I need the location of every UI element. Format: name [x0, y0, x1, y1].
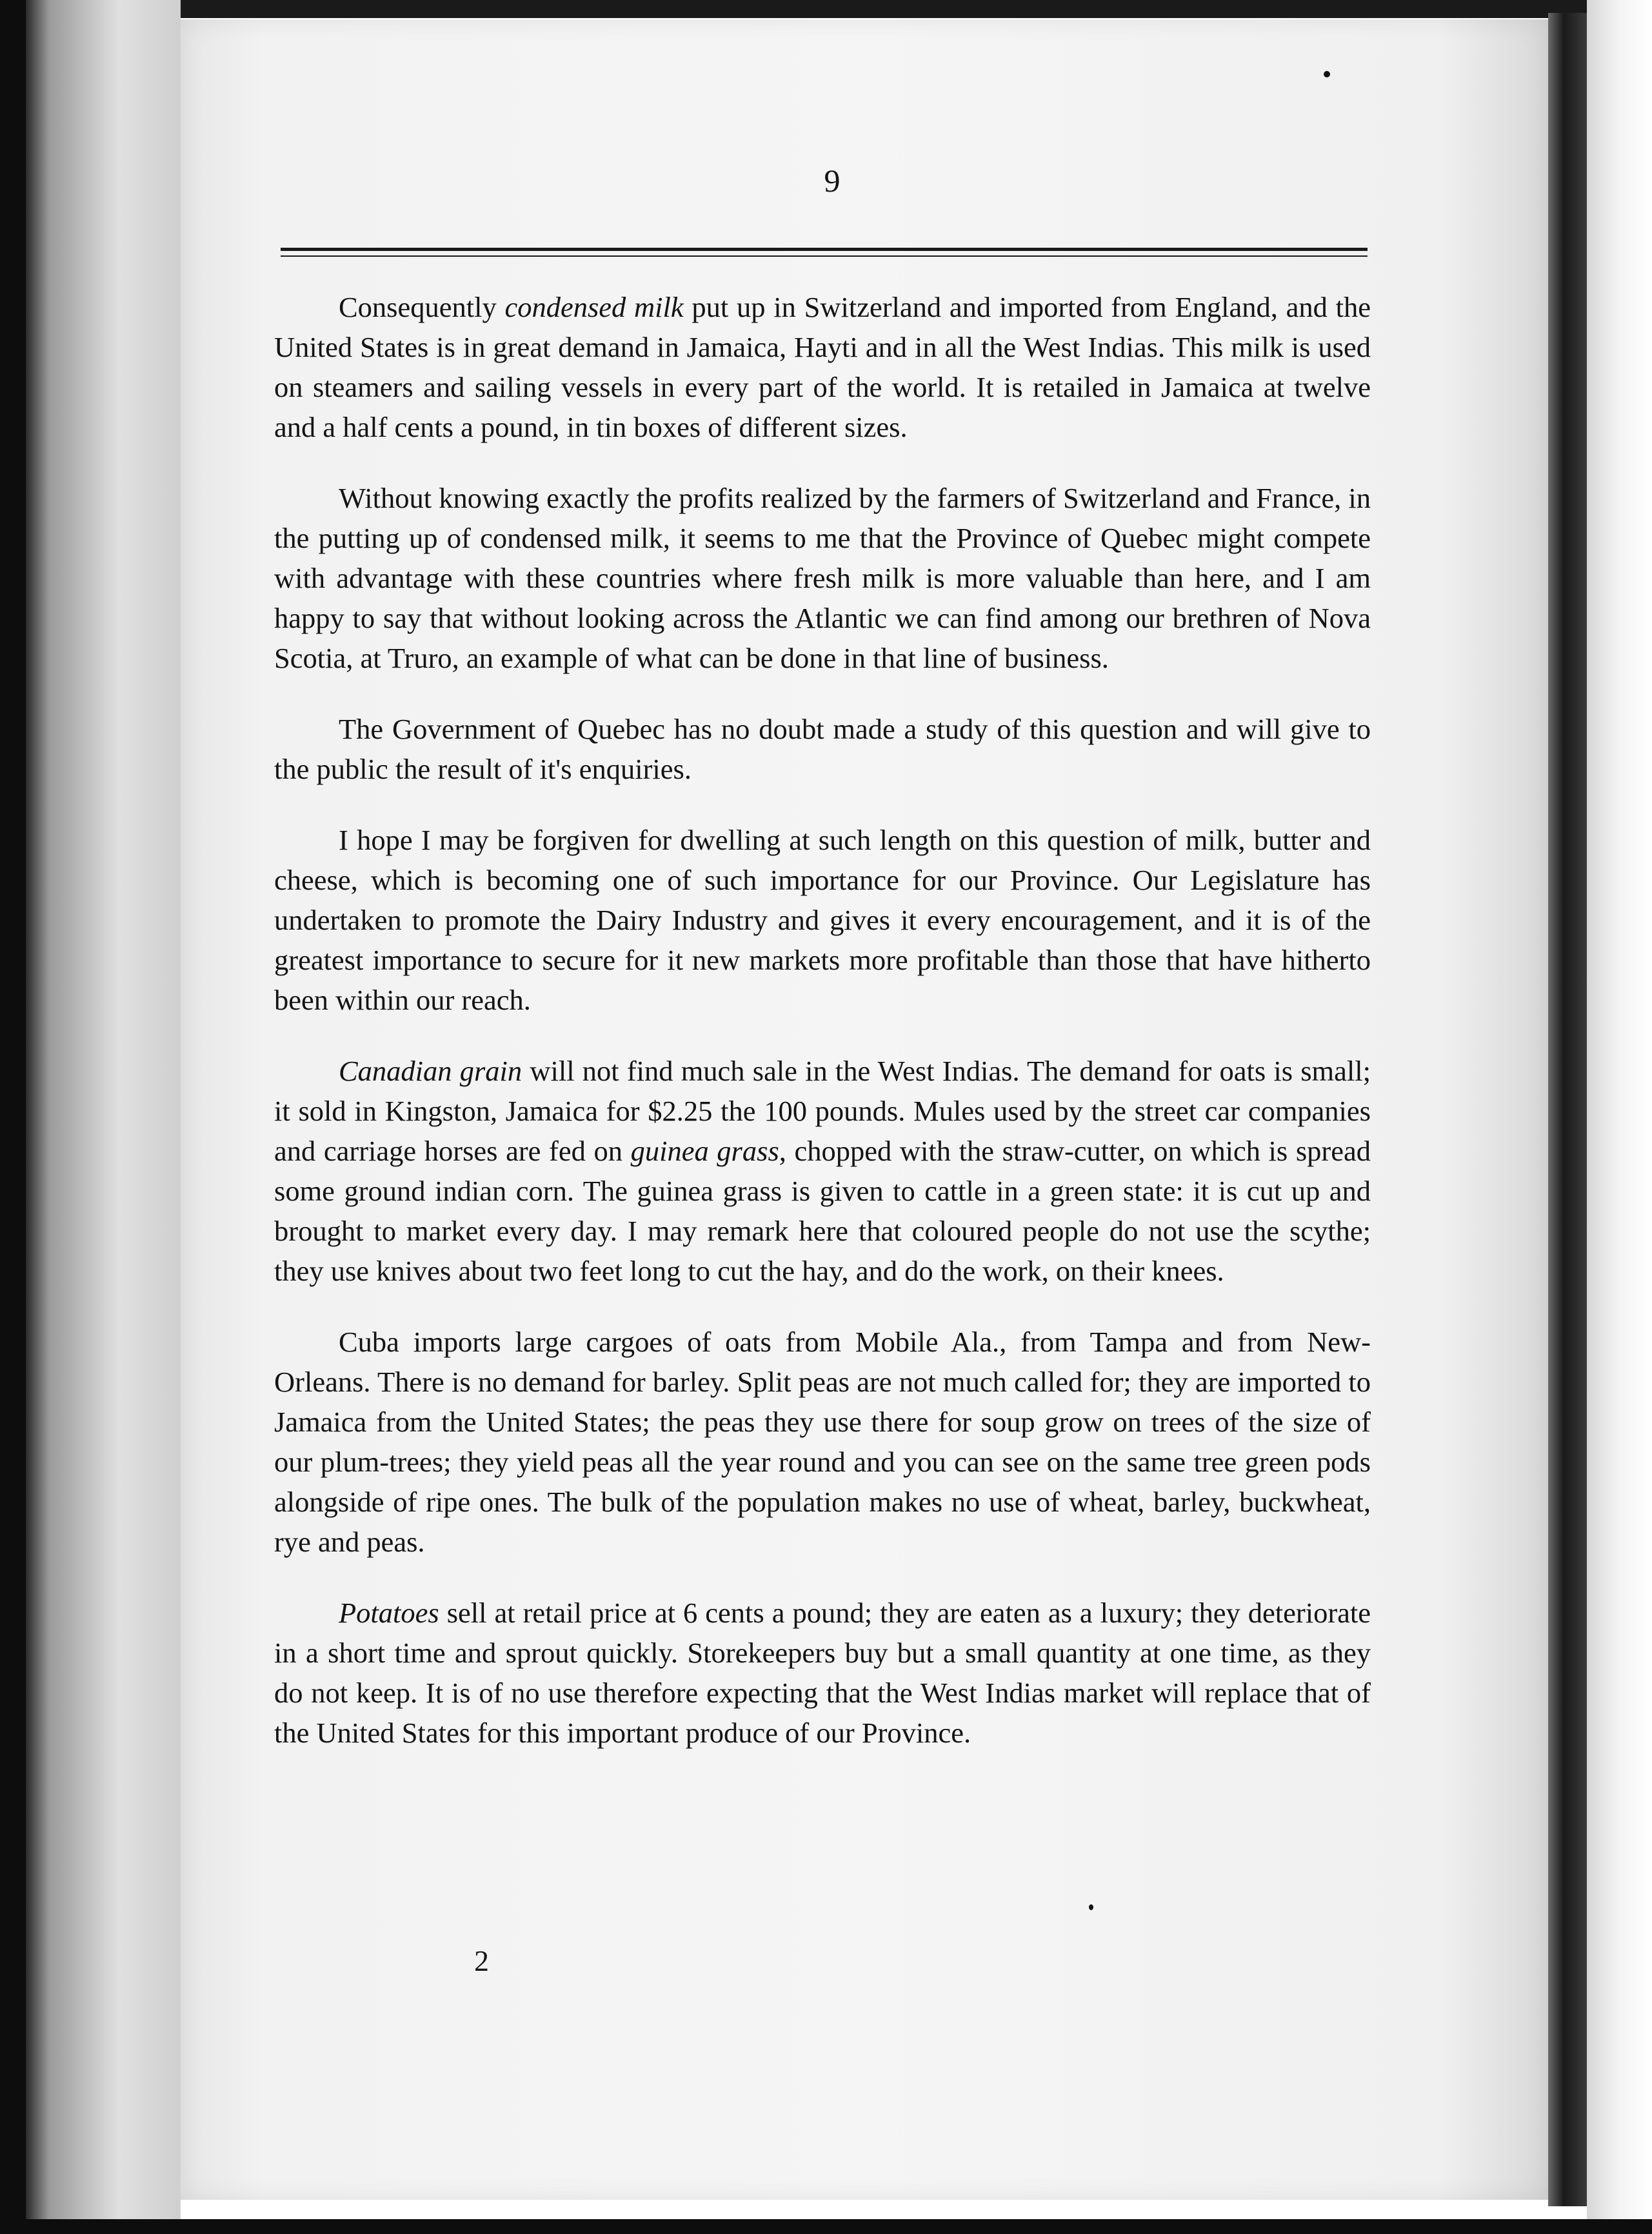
text-segment: Consequently	[339, 291, 505, 323]
header-rule-thick	[281, 248, 1368, 251]
italic-segment: condensed milk	[504, 291, 684, 323]
page-number: 9	[824, 163, 841, 199]
scan-border-left	[0, 0, 26, 2234]
scan-right-margin	[1587, 0, 1652, 2219]
text-segment: I hope I may be forgiven for dwelling at such length on this question of milk, butter and cheese, which is becoming one of such importance for our Province. Our Legislature has undertaken to promote the Dairy Industry and gives it every encouragement, and it is of the greatest importance to secure for it new markets more profitable than those that have hitherto been within our reach.	[274, 824, 1371, 1016]
text-segment: The Government of Quebec has no doubt made a study of this question and will give to the public the result of it's enquiries.	[274, 713, 1371, 785]
text-segment: put up in Switzerland and imported from England, and the United States is in great demand in Jamaica, Hayti and in all the West Indias. This milk is used on steamers and sailing vessels in every part of the world. It is retailed in Jamaica at twelve and a half cents a pound, in tin boxes of different sizes.	[274, 291, 1371, 443]
text-segment: Cuba imports large cargoes of oats from Mobile Ala., from Tampa and from New-Orleans. There is no demand for barley. Split peas are not much called for; they are imported to Jamaica from the United States; the peas they use there for soup grow on trees of the size of our plum-trees; they yield peas all the year round and you can see on the same tree green pods alongside of ripe ones. The bulk of the population makes no use of wheat, barley, buckwheat, rye and peas.	[274, 1326, 1371, 1558]
page-edge-shadow	[1548, 13, 1587, 2206]
text-segment: Without knowing exactly the profits realized by the farmers of Switzerland and France, in the putting up of condensed milk, it seems to me that the Province of Quebec might compete with advantage with these countries where fresh milk is more valuable than here, and I am happy to say that without looking across the Atlantic we can find among our brethren of Nova Scotia, at Truro, an example of what can be done in that line of business.	[274, 482, 1371, 674]
text-segment: will not find much sale in the West Indias. The demand for oats is small; it sold in Kingston, Jamaica for $2.25 the 100 pounds. Mules used by the street car companies and carriage horses are fed on	[274, 1055, 1371, 1167]
text-segment: , chopped with the straw-cutter, on which is spread some ground indian corn. The guinea grass is given to cattle in a green state: it is cut up and brought to market every day. I may remark here that coloured people do not use the scythe; they use knives about two feet long to cut the hay, and do the work, on their knees.	[274, 1135, 1371, 1287]
italic-segment: guinea grass	[630, 1135, 779, 1167]
paragraph	[274, 287, 1371, 447]
signature-mark: 2	[474, 1944, 489, 1977]
text-segment: sell at retail price at 6 cents a pound; they are eaten as a luxury; they deteriorate in a short time and sprout quickly. Storekeepers buy but a small quantity at one time, as they do not keep. It is of no use therefore expecting that the West Indias market will replace that of the United States for this important produce of our Province.	[274, 1597, 1371, 1749]
paragraph	[274, 820, 1371, 1020]
paragraph	[274, 1593, 1371, 1753]
paragraph	[274, 1051, 1371, 1291]
body-text	[274, 287, 1371, 1784]
paragraph	[274, 709, 1371, 789]
paragraph	[274, 478, 1371, 678]
italic-segment: Canadian grain	[339, 1055, 522, 1087]
ink-speck	[1324, 71, 1330, 77]
paragraph	[274, 1322, 1371, 1562]
header-rule-thin	[281, 255, 1368, 257]
ink-speck	[1089, 1904, 1093, 1910]
scan-border-top	[0, 0, 1652, 18]
italic-segment: Potatoes	[339, 1597, 439, 1629]
page-binding	[26, 0, 181, 2219]
scan-border-bottom	[0, 2219, 1652, 2234]
